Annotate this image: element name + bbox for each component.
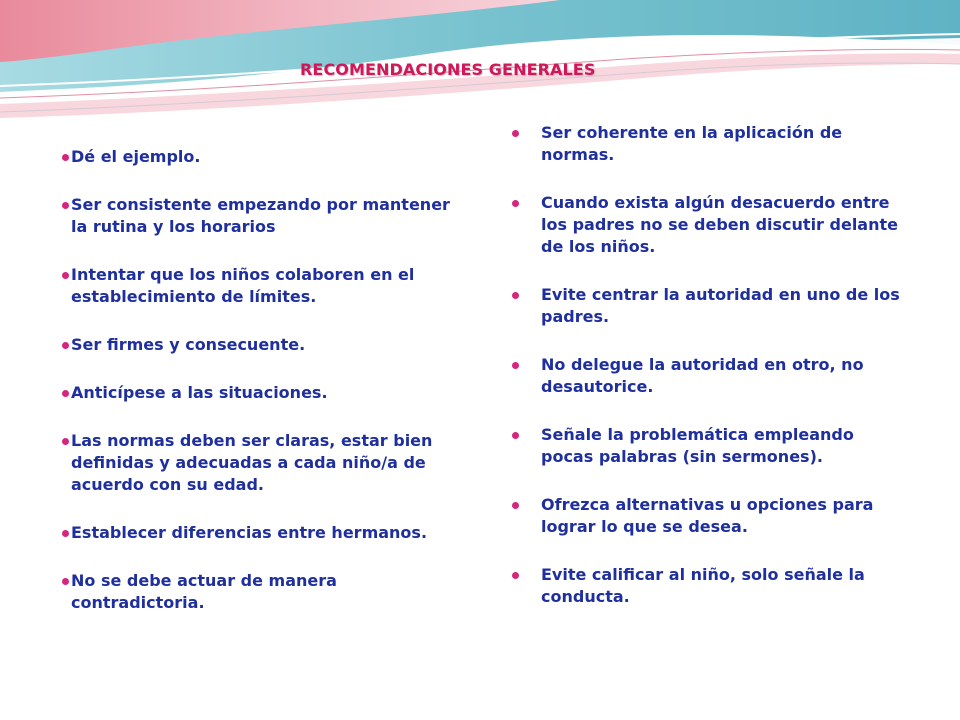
list-item-text: Anticípese a las situaciones. [71, 383, 328, 402]
list-item-text: Señale la problemática empleando pocas palabras (sin sermones). [541, 425, 854, 466]
left-list-item [62, 264, 467, 308]
bullet-icon [62, 154, 69, 161]
right-recommendations-list [512, 122, 902, 634]
list-item-text: Ser consistente empezando por mantener la rutina y los horarios [71, 195, 450, 236]
bullet-icon [62, 390, 69, 397]
bullet-icon [512, 432, 519, 439]
bullet-icon [62, 272, 69, 279]
bullet-icon [512, 572, 519, 579]
list-item-text: Ser firmes y consecuente. [71, 335, 306, 354]
right-list-item [512, 284, 902, 328]
right-list-item [512, 192, 902, 258]
bullet-icon [512, 130, 519, 137]
right-list-item [512, 424, 902, 468]
left-list-item [62, 334, 467, 356]
left-list-item [62, 430, 467, 496]
bullet-icon [62, 530, 69, 537]
list-item-text: Intentar que los niños colaboren en el establecimiento de límites. [71, 265, 415, 306]
right-list-item [512, 494, 902, 538]
right-list-item [512, 122, 902, 166]
list-item-text: Ofrezca alternativas u opciones para lograr lo que se desea. [541, 495, 874, 536]
list-item-text: Cuando exista algún desacuerdo entre los padres no se deben discutir delante de los niños. [541, 193, 898, 256]
bullet-icon [62, 202, 69, 209]
bullet-icon [512, 200, 519, 207]
bullet-icon [512, 362, 519, 369]
list-item-text: No se debe actuar de manera contradictoria. [71, 571, 337, 612]
left-list-item [62, 146, 467, 168]
bullet-icon [62, 438, 69, 445]
right-list-item [512, 354, 902, 398]
list-item-text: Evite centrar la autoridad en uno de los padres. [541, 285, 900, 326]
list-item-text: Evite calificar al niño, solo señale la conducta. [541, 565, 865, 606]
left-list-item [62, 570, 467, 614]
left-list-item [62, 522, 467, 544]
left-list-item [62, 382, 467, 404]
bullet-icon [512, 292, 519, 299]
bullet-icon [62, 342, 69, 349]
left-list-item [62, 194, 467, 238]
list-item-text: Establecer diferencias entre hermanos. [71, 523, 428, 542]
slide-title: RECOMENDACIONES GENERALES [300, 60, 596, 79]
list-item-text: Dé el ejemplo. [71, 147, 201, 166]
list-item-text: Ser coherente en la aplicación de normas. [541, 123, 843, 164]
left-recommendations-list [62, 146, 467, 640]
list-item-text: Las normas deben ser claras, estar bien definidas y adecuadas a cada niño/a de acuerdo con su edad. [71, 431, 433, 494]
bullet-icon [512, 502, 519, 509]
list-item-text: No delegue la autoridad en otro, no desautorice. [541, 355, 864, 396]
bullet-icon [62, 578, 69, 585]
right-list-item [512, 564, 902, 608]
